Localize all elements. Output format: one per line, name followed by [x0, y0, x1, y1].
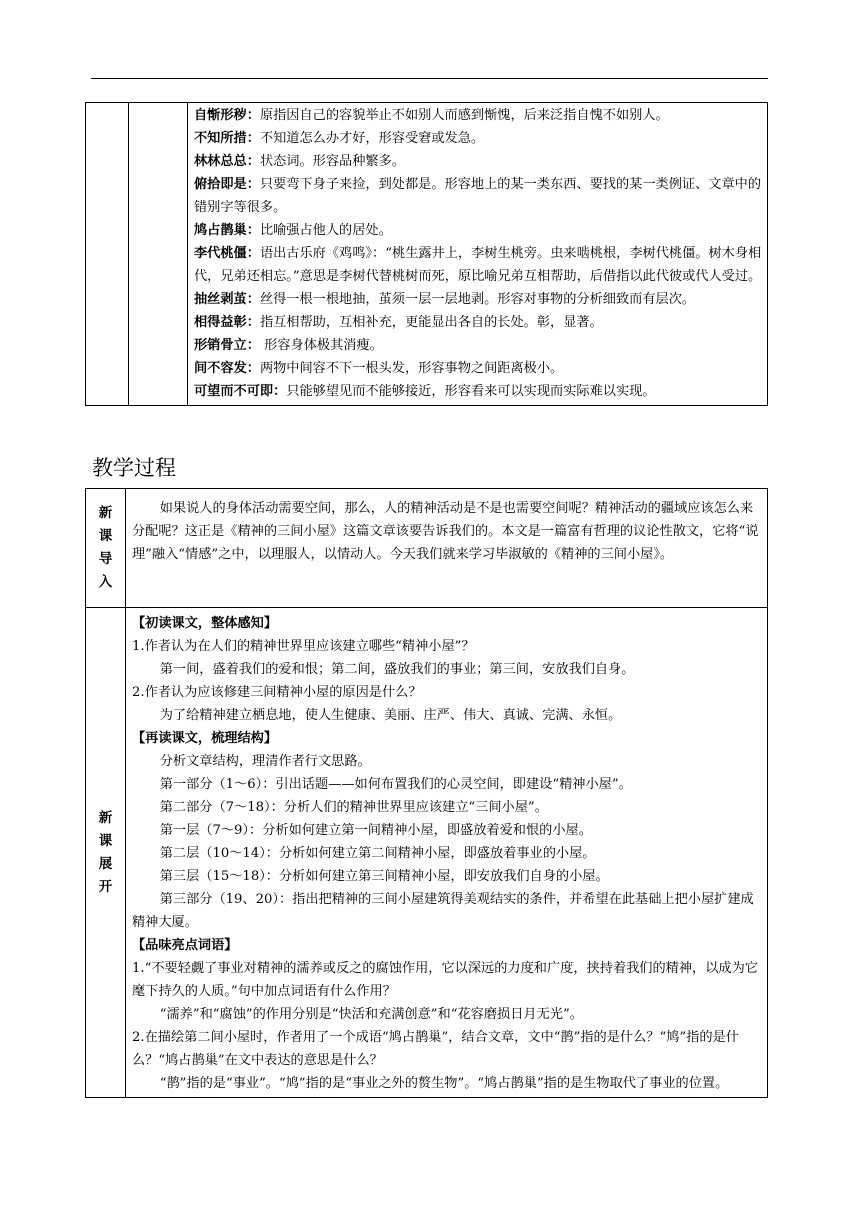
- vocab-item: 自惭形秽：原指因自己的容貌举止不如别人而感到惭愧，后来泛指自愧不如别人。: [194, 108, 669, 123]
- vocab-item: 不知所措：不知道怎么办才好，形容受窘或发急。: [194, 131, 485, 146]
- question: 1.作者认为在人们的精神世界里应该建立哪些“精神小屋”？: [132, 639, 475, 654]
- structure-line: 第二部分（7～18）：分析人们的精神世界里应该建立“三间小屋”。: [159, 800, 548, 815]
- header-rule: [91, 78, 768, 79]
- structure-line: 第二层（10～14）：分析如何建立第二间精神小屋，即盛放着事业的小屋。: [159, 846, 596, 861]
- vocab-item: 形销骨立： 形容身体极其消瘦。: [194, 338, 383, 353]
- answer: “鹊”指的是“事业”。“鸠”指的是“事业之外的赘生物”。“鸠占鹊巢”指的是生物取代了事业的位置。: [159, 1076, 729, 1091]
- vocab-item: 李代桃僵：语出古乐府《鸡鸣》：“桃生露井上，李树生桃旁。虫来啮桃根，李树代桃僵。树木身相代，兄弟还相忘。”意思是李树代替桃树而死，原比喻兄弟互相帮助，后借指以此代彼或代人受过。: [194, 246, 762, 284]
- process-table: [85, 488, 768, 1098]
- intro-content: [126, 489, 768, 608]
- section-title: 【初读课文，整体感知】: [132, 616, 278, 631]
- structure-line: 第一层（7～9）：分析如何建立第一间精神小屋，即盛放着爱和恨的小屋。: [159, 823, 592, 838]
- vocab-table-col1: [86, 103, 129, 406]
- vocab-item: 相得益彰：指互相帮助，互相补充，更能显出各自的长处。彰，显著。: [194, 315, 603, 330]
- section-title: 【品味亮点词语】: [132, 938, 238, 953]
- answer: 为了给精神建立栖息地，使人生健康、美丽、庄严、伟大、真诚、完满、永恒。: [159, 708, 622, 723]
- vocab-list: [188, 103, 768, 406]
- develop-content: [126, 608, 768, 1098]
- structure-line: 分析文章结构，理清作者行文思路。: [159, 754, 371, 769]
- vocab-table-col2: [129, 103, 188, 406]
- structure-line: 第三层（15～18）：分析如何建立第三间精神小屋，即安放我们自身的小屋。: [159, 869, 609, 884]
- intro-row: [86, 489, 768, 608]
- section-title: 【再读课文，梳理结构】: [132, 731, 278, 746]
- question: 1.“不要轻觑了事业对精神的濡养或反之的腐蚀作用，它以深远的力度和广度，挟持着我们的精神，以成为它麾下持久的人质。”句中加点词语有什么作用？: [132, 961, 758, 999]
- answer: 第一间，盛着我们的爱和恨；第二间，盛放我们的事业；第三间，安放我们自身。: [159, 662, 635, 677]
- structure-line: 第一部分（1～6）：引出话题——如何布置我们的心灵空间，即建设“精神小屋”。: [159, 777, 632, 792]
- section-heading: 教学过程: [92, 456, 176, 480]
- intro-label: 新 课 导 入: [86, 489, 126, 608]
- vocab-item: 林林总总：状态词。形容品种繁多。: [194, 154, 405, 169]
- vocab-item: 俯拾即是：只要弯下身子来捡，到处都是。形容地上的某一类东西、要找的某一类例证、文章中的错别字等很多。: [194, 177, 762, 215]
- structure-line: 第三部分（19、20）：指出把精神的三间小屋建筑得美观结实的条件，并希望在此基础上把小屋扩建成精神大厦。: [132, 892, 754, 930]
- vocab-item: 可望而不可即：只能够望见而不能够接近，形容看来可以实现而实际难以实现。: [194, 384, 656, 399]
- question: 2.作者认为应该修建三间精神小屋的原因是什么？: [132, 685, 422, 700]
- vocab-table: [85, 102, 768, 406]
- develop-row: [86, 608, 768, 1098]
- vocab-item: 抽丝剥茧：丝得一根一根地抽，茧须一层一层地剥。形容对事物的分析细致而有层次。: [194, 292, 696, 307]
- question: 2.在描绘第二间小屋时，作者用了一个成语“鸠占鹊巢”，结合文章，文中“鹊”指的是什么？“鸠”指的是什么？“鸠占鹊巢”在文中表达的意思是什么？: [132, 1030, 739, 1068]
- develop-label: 新 课 展 开: [86, 608, 126, 1098]
- intro-text: 如果说人的身体活动需要空间，那么，人的精神活动是不是也需要空间呢？精神活动的疆域应该怎么来分配呢？这正是《精神的三间小屋》这篇文章该要告诉我们的。本文是一篇富有哲理的议论性散文，它将“说理”融入“情感”之中，以理服人，以情动人。今天我们就来学习毕淑敏的《精神的三间小屋》。: [132, 501, 759, 562]
- vocab-item: 间不容发：两物中间容不下一根头发，形容事物之间距离极小。: [194, 361, 564, 376]
- vocab-item: 鸠占鹊巢：比喻强占他人的居处。: [194, 223, 392, 238]
- answer: “濡养”和“腐蚀”的作用分别是“快活和充满创意”和“花容磨损日月无光”。: [159, 1007, 583, 1022]
